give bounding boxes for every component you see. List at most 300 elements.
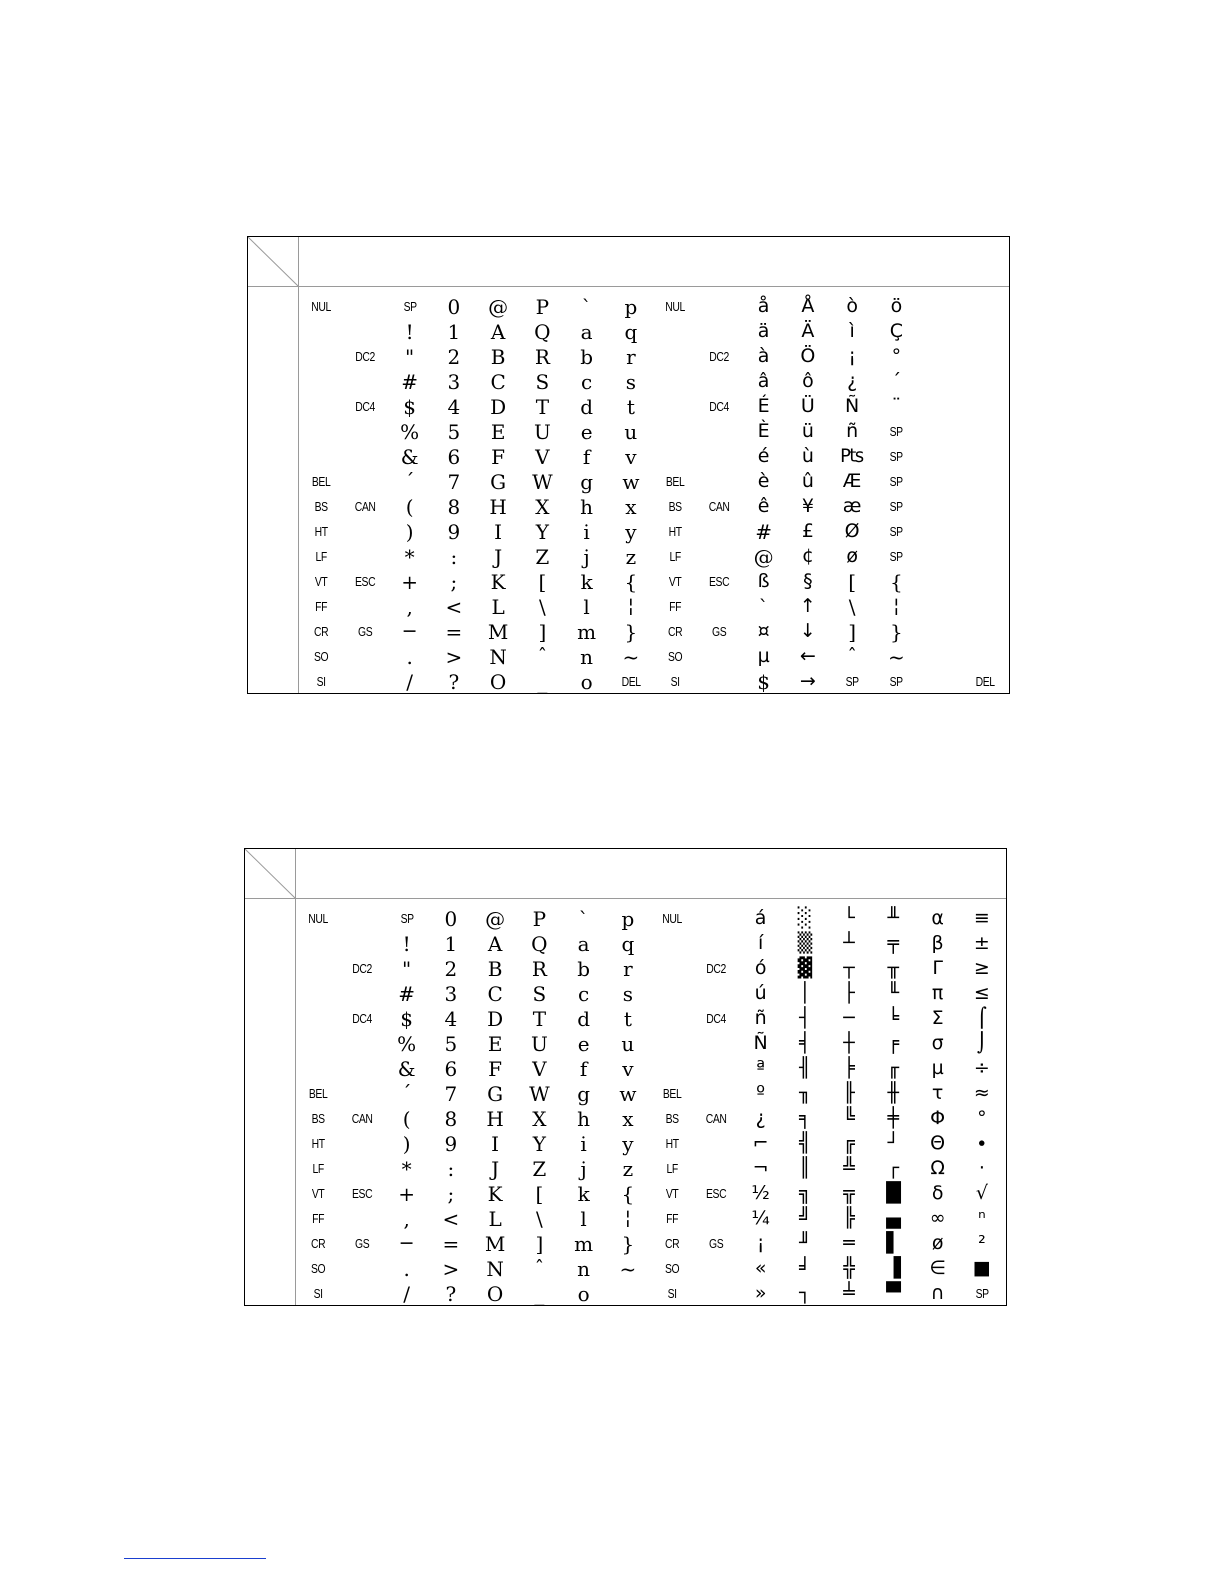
char-cell: ? <box>445 1281 457 1306</box>
char-cell: FF <box>669 599 682 614</box>
char-cell <box>343 294 387 319</box>
char-cell <box>919 444 963 469</box>
char-cell: T <box>535 394 550 419</box>
char-cell: ¡ <box>848 345 856 367</box>
char-cell: ╧ <box>843 1282 855 1304</box>
char-cell: ESC <box>355 574 376 589</box>
char-cell: Ö <box>800 345 816 367</box>
char-cell <box>694 1281 738 1306</box>
char-cell: w <box>619 1081 637 1106</box>
char-cell: L <box>488 1206 502 1231</box>
char-cell: ┌ <box>887 1157 900 1179</box>
char-cell <box>296 1031 340 1056</box>
char-cell: ∙ <box>975 1132 988 1154</box>
char-cell <box>919 344 963 369</box>
char-cell: ¨ <box>891 395 902 417</box>
char-cell: ¬ <box>752 1157 769 1179</box>
char-cell: r <box>623 956 633 981</box>
char-cell: GS <box>712 624 727 639</box>
char-cell: ESC <box>709 574 730 589</box>
char-cell: 4 <box>444 1006 458 1031</box>
char-cell: ↑ <box>799 595 816 617</box>
char-cell <box>694 1131 738 1156</box>
char-cell: ╟ <box>843 1082 855 1104</box>
char-cell <box>694 1056 738 1081</box>
char-cell: : <box>447 1156 455 1181</box>
char-cell: ¤ <box>757 620 770 642</box>
char-cell: LF <box>315 549 327 564</box>
char-cell: x <box>625 494 637 519</box>
char-cell: ╬ <box>843 1257 855 1279</box>
char-cell: y <box>625 519 637 544</box>
char-cell: NUL <box>662 911 682 926</box>
char-cell: « <box>754 1257 767 1279</box>
char-cell <box>697 444 741 469</box>
char-cell <box>694 1206 738 1231</box>
char-cell: G <box>490 469 507 494</box>
char-cell: DC4 <box>706 1011 727 1026</box>
char-cell: ┼ <box>843 1032 855 1054</box>
char-cell <box>299 444 343 469</box>
char-cell: ù <box>801 445 814 467</box>
char-cell: DEL <box>621 674 641 689</box>
char-cell: K <box>487 1181 503 1206</box>
char-cell: â <box>757 370 770 392</box>
char-cell: * <box>401 1156 412 1181</box>
char-cell: g <box>577 1081 591 1106</box>
char-cell: ╢ <box>799 1057 811 1079</box>
char-cell: µ <box>931 1057 944 1079</box>
char-cell: ⁿ <box>978 1207 986 1229</box>
char-cell: l <box>583 594 590 619</box>
char-cell: È <box>757 420 770 442</box>
char-cell <box>650 1056 694 1081</box>
char-cell: SP <box>889 499 903 514</box>
char-cell: à <box>757 345 770 367</box>
char-cell: √ <box>975 1182 988 1204</box>
char-cell: > <box>445 644 463 669</box>
char-cell: π <box>931 982 944 1004</box>
char-cell <box>694 1156 738 1181</box>
char-cell: S <box>535 369 550 394</box>
char-cell: 7 <box>444 1081 458 1106</box>
char-cell: ╛ <box>799 1257 811 1279</box>
char-cell: ä <box>757 320 770 342</box>
char-cell: BS <box>665 1111 679 1126</box>
char-cell <box>697 469 741 494</box>
char-cell: ≤ <box>973 982 990 1004</box>
char-cell <box>697 319 741 344</box>
char-cell: ÷ <box>973 1057 990 1079</box>
char-cell: ½ <box>751 1182 770 1204</box>
char-cell <box>340 981 384 1006</box>
char-cell: ╕ <box>799 1107 811 1129</box>
char-cell: Ü <box>800 395 815 417</box>
char-cell: n <box>577 1256 591 1281</box>
char-cell <box>919 469 963 494</box>
char-cell <box>963 519 1007 544</box>
char-cell: 4 <box>447 394 461 419</box>
char-cell: LF <box>312 1161 324 1176</box>
char-cell: E <box>490 419 506 444</box>
char-cell: X <box>535 494 550 519</box>
char-cell: { <box>890 569 903 594</box>
char-cell: h <box>580 494 594 519</box>
char-cell: σ <box>931 1032 944 1054</box>
char-cell: ´ <box>891 370 902 392</box>
char-cell: ~ <box>619 1256 637 1281</box>
char-cell: 0 <box>447 294 461 319</box>
char-cell: é <box>757 445 770 467</box>
char-cell: R <box>531 956 547 981</box>
char-cell <box>919 669 963 694</box>
char-cell: ╨ <box>887 907 900 929</box>
char-cell: { <box>624 569 638 594</box>
char-cell: CR <box>665 1236 680 1251</box>
char-cell: D <box>487 1006 504 1031</box>
char-cell: BS <box>314 499 328 514</box>
char-cell: F <box>488 1056 503 1081</box>
char-cell: ˆ <box>534 1257 545 1279</box>
char-cell <box>343 594 387 619</box>
char-cell <box>650 956 694 981</box>
char-cell: Ω <box>930 1157 945 1179</box>
char-cell: SP <box>845 674 859 689</box>
char-cell <box>299 369 343 394</box>
char-cell <box>963 569 1007 594</box>
char-cell: H <box>489 494 507 519</box>
char-cell: █ <box>886 1182 901 1204</box>
char-cell <box>697 519 741 544</box>
char-cell: l <box>580 1206 587 1231</box>
char-cell <box>694 981 738 1006</box>
char-cell: └ <box>843 907 855 929</box>
char-cell: ´ <box>404 470 415 492</box>
char-cell <box>343 469 387 494</box>
char-cell: Z <box>532 1156 547 1181</box>
char-cell: W <box>529 1081 550 1106</box>
char-cell <box>919 544 963 569</box>
char-cell: ┘ <box>887 1132 900 1154</box>
char-cell <box>343 444 387 469</box>
char-cell: ╤ <box>887 932 900 954</box>
char-cell <box>340 1281 384 1306</box>
char-cell: ¡ <box>756 1232 765 1254</box>
char-cell: ; <box>447 1181 455 1206</box>
char-cell: M <box>484 1231 506 1256</box>
char-cell: h <box>577 1106 591 1131</box>
char-cell: x <box>622 1106 634 1131</box>
char-cell <box>919 644 963 669</box>
char-cell <box>340 1031 384 1056</box>
char-cell <box>299 394 343 419</box>
char-cell: CAN <box>708 499 730 514</box>
char-cell: Y <box>535 519 549 544</box>
char-cell: GS <box>358 624 373 639</box>
char-cell: ˆ <box>537 645 548 667</box>
char-cell: [ <box>848 569 857 594</box>
char-cell: ═ <box>843 1232 855 1254</box>
char-cell: k <box>580 569 593 594</box>
char-cell: FF <box>315 599 328 614</box>
char-cell: BEL <box>662 1086 682 1101</box>
char-cell <box>650 931 694 956</box>
char-cell: SI <box>316 674 326 689</box>
char-cell: ² <box>978 1232 986 1254</box>
char-cell: FF <box>312 1211 325 1226</box>
column-header-row <box>245 849 1006 899</box>
char-cell <box>694 1081 738 1106</box>
char-cell: S <box>532 981 547 1006</box>
char-cell: C <box>490 369 506 394</box>
char-cell: º <box>756 1082 766 1104</box>
char-cell: DEL <box>975 674 995 689</box>
char-cell: ¿ <box>847 370 858 392</box>
char-cell <box>340 1156 384 1181</box>
char-cell <box>343 544 387 569</box>
char-cell: J <box>491 1156 500 1181</box>
char-cell: w <box>622 469 640 494</box>
char-cell: ` <box>578 906 589 931</box>
char-cell: » <box>754 1282 767 1304</box>
char-cell: c <box>581 369 593 394</box>
char-cell: 1 <box>447 319 461 344</box>
char-cell: NUL <box>311 299 331 314</box>
char-cell: B <box>487 956 503 981</box>
char-cell: r <box>626 344 636 369</box>
char-cell <box>963 444 1007 469</box>
char-cell: ) <box>405 519 414 544</box>
char-cell: VT <box>665 1186 679 1201</box>
char-cell: W <box>532 469 553 494</box>
char-cell <box>653 394 697 419</box>
char-cell: ╠ <box>843 1207 855 1229</box>
char-cell: & <box>397 1056 416 1081</box>
char-cell <box>343 644 387 669</box>
character-table-2 <box>244 848 1007 1306</box>
char-cell: CR <box>314 624 329 639</box>
char-cell: ESC <box>706 1186 727 1201</box>
char-cell: % <box>400 419 420 444</box>
char-cell: T <box>532 1006 547 1031</box>
char-cell: o <box>577 1281 590 1306</box>
char-cell: BEL <box>308 1086 328 1101</box>
char-cell: ª <box>756 1057 766 1079</box>
char-cell <box>694 931 738 956</box>
char-cell: ` <box>758 594 769 619</box>
char-cell: < <box>445 594 463 619</box>
char-cell: DC4 <box>355 399 376 414</box>
char-cell: æ <box>842 495 862 517</box>
char-cell: í <box>757 932 764 954</box>
char-cell: O <box>486 1281 504 1306</box>
char-cell: ø <box>846 545 858 567</box>
char-cell: CAN <box>351 1111 373 1126</box>
char-cell: N <box>486 1256 504 1281</box>
char-cell: ░ <box>797 907 813 929</box>
char-cell: k <box>577 1181 590 1206</box>
char-cell: f <box>579 1056 588 1081</box>
char-cell: │ <box>799 982 811 1004</box>
char-cell: Σ <box>931 1007 944 1029</box>
char-cell <box>697 644 741 669</box>
char-cell <box>340 1256 384 1281</box>
character-grid <box>299 294 1007 694</box>
char-cell <box>963 494 1007 519</box>
char-cell: D <box>490 394 507 419</box>
char-cell: 2 <box>444 956 458 981</box>
char-cell: § <box>803 570 813 592</box>
char-cell: P <box>532 906 547 931</box>
char-cell: Ñ <box>753 1032 768 1054</box>
char-cell: VT <box>668 574 682 589</box>
char-cell: c <box>578 981 590 1006</box>
char-cell: Θ <box>930 1132 946 1154</box>
char-cell: · <box>978 1157 985 1179</box>
char-cell: ╦ <box>843 1182 855 1204</box>
char-cell: ┐ <box>799 1282 811 1304</box>
char-cell <box>653 319 697 344</box>
char-cell: N <box>489 644 507 669</box>
char-cell: " <box>402 956 412 981</box>
char-cell <box>963 594 1007 619</box>
char-cell: B <box>490 344 506 369</box>
char-cell: ¿ <box>755 1107 766 1129</box>
char-cell: ] <box>535 1231 544 1256</box>
char-cell: SP <box>889 549 903 564</box>
char-cell: NUL <box>308 911 328 926</box>
char-cell: Å <box>801 295 815 317</box>
char-cell <box>919 569 963 594</box>
char-cell: 5 <box>447 419 461 444</box>
char-cell: p <box>624 294 638 319</box>
char-cell: SI <box>667 1286 677 1301</box>
char-cell: ╪ <box>887 1107 900 1129</box>
char-cell: ╒ <box>887 1032 900 1054</box>
char-cell <box>963 394 1007 419</box>
char-cell: a <box>577 931 590 956</box>
char-cell: _ <box>537 669 548 694</box>
char-cell: å <box>757 295 770 317</box>
character-table-1 <box>247 236 1010 694</box>
char-cell: * <box>404 544 415 569</box>
char-cell: b <box>577 956 591 981</box>
char-cell: ø <box>931 1232 944 1254</box>
char-cell: ╔ <box>843 1132 855 1154</box>
char-cell: I <box>494 519 503 544</box>
char-cell: DC4 <box>352 1011 373 1026</box>
char-cell: ´ <box>401 1082 412 1104</box>
char-cell: & <box>400 444 419 469</box>
char-cell: SI <box>313 1286 323 1301</box>
char-cell: ₧ <box>840 445 865 467</box>
char-cell: DC2 <box>355 349 376 364</box>
char-cell: ┤ <box>799 1007 811 1029</box>
char-cell: ▐ <box>886 1257 901 1279</box>
char-cell <box>963 344 1007 369</box>
char-cell: @ <box>488 294 509 319</box>
char-cell: / <box>403 1281 410 1306</box>
char-cell: ╖ <box>799 1082 811 1104</box>
char-cell: ┴ <box>843 932 855 954</box>
char-cell: ì <box>849 320 855 342</box>
char-cell <box>963 419 1007 444</box>
footer-link-underline[interactable] <box>124 1558 266 1559</box>
char-cell: m <box>574 1231 594 1256</box>
char-cell: 0 <box>444 906 458 931</box>
char-cell: SP <box>889 474 903 489</box>
char-cell: f <box>582 444 591 469</box>
char-cell <box>653 369 697 394</box>
char-cell: á <box>754 907 767 929</box>
char-cell: 3 <box>444 981 458 1006</box>
char-cell: = <box>442 1231 460 1256</box>
char-cell: ê <box>757 495 770 517</box>
char-cell: ESC <box>352 1186 373 1201</box>
char-cell: s <box>625 369 636 394</box>
char-cell <box>694 906 738 931</box>
char-cell: : <box>450 544 458 569</box>
char-cell <box>919 594 963 619</box>
char-cell: [ <box>535 1181 544 1206</box>
char-cell <box>697 669 741 694</box>
char-cell: t <box>626 394 635 419</box>
char-cell <box>340 906 384 931</box>
char-cell: ˆ <box>847 645 857 667</box>
char-cell: _ <box>534 1281 545 1306</box>
char-cell <box>343 319 387 344</box>
char-cell: = <box>445 619 463 644</box>
char-cell: ■ <box>972 1257 991 1279</box>
char-cell: R <box>534 344 550 369</box>
char-cell: j <box>583 544 590 569</box>
char-cell: s <box>622 981 633 1006</box>
char-cell: SP <box>889 424 903 439</box>
char-cell: } <box>621 1231 635 1256</box>
char-cell: Ä <box>801 320 815 342</box>
char-cell: ~ <box>887 644 905 669</box>
char-cell: ¥ <box>801 495 814 517</box>
char-cell <box>919 519 963 544</box>
char-cell: ] <box>848 619 857 644</box>
char-cell <box>697 419 741 444</box>
char-cell <box>963 319 1007 344</box>
char-cell: K <box>490 569 506 594</box>
char-cell: SP <box>975 1286 989 1301</box>
char-cell <box>697 544 741 569</box>
char-cell: V <box>532 1056 547 1081</box>
char-cell: ─ <box>843 1007 855 1029</box>
char-cell: $ <box>403 394 416 419</box>
char-cell <box>340 1206 384 1231</box>
char-cell: SP <box>400 911 414 926</box>
char-cell: DC2 <box>706 961 727 976</box>
char-cell: a <box>580 319 593 344</box>
char-cell: p <box>621 906 635 931</box>
char-cell: Γ <box>932 957 943 979</box>
char-cell: ß <box>757 570 770 592</box>
char-cell: @ <box>485 906 506 931</box>
char-cell: y <box>622 1131 634 1156</box>
char-cell: , <box>406 594 413 619</box>
char-cell: CR <box>668 624 683 639</box>
char-cell: ├ <box>843 982 855 1004</box>
char-cell <box>694 1031 738 1056</box>
char-cell: ← <box>799 645 816 667</box>
char-cell: ? <box>448 669 460 694</box>
char-cell: ( <box>405 494 414 519</box>
char-cell: BS <box>668 499 682 514</box>
